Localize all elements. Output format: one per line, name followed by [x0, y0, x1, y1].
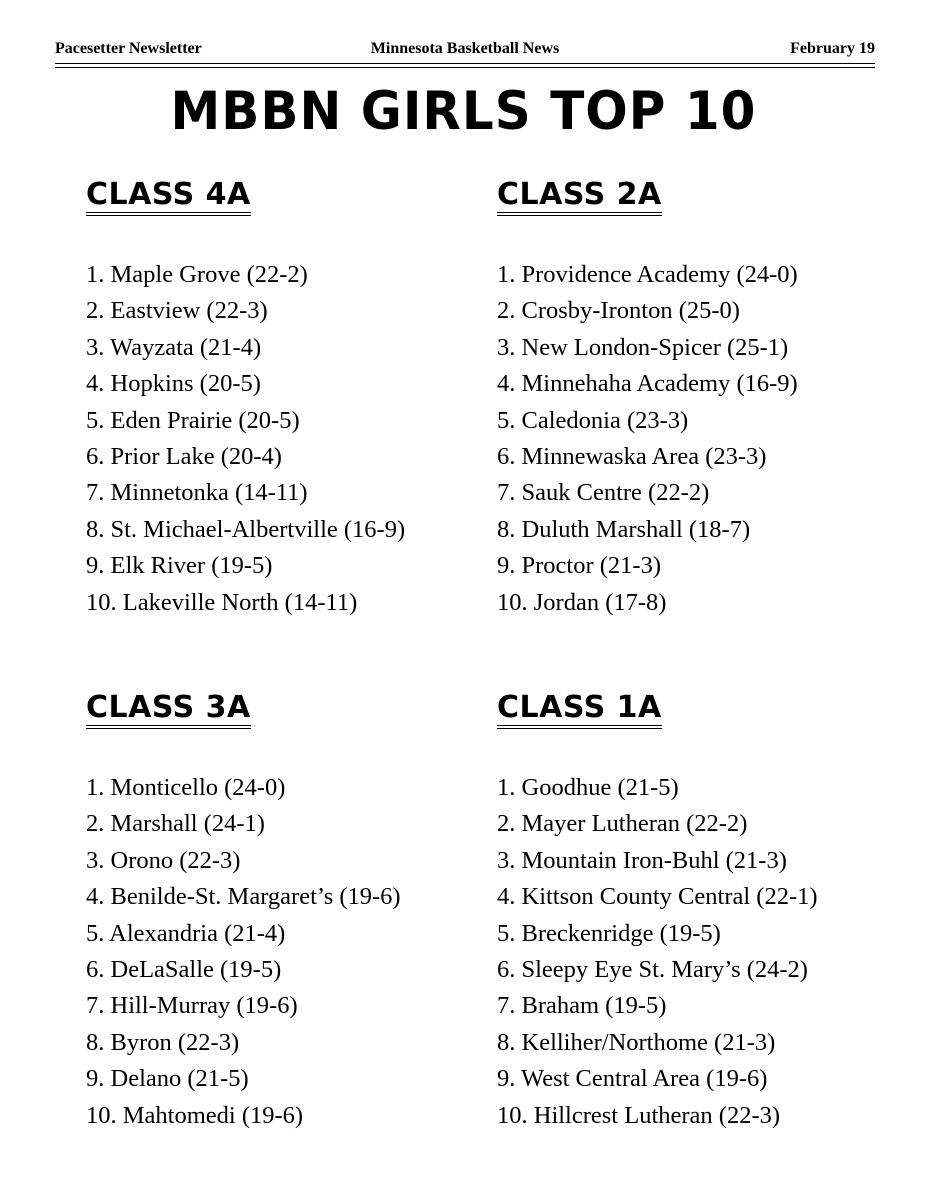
ranking-item: 1. Maple Grove (22-2)	[86, 261, 308, 288]
class-4a-rankings	[86, 257, 405, 621]
class-1a-section	[497, 690, 917, 1129]
ranking-item: 10. Jordan (17-8)	[497, 588, 667, 616]
class-2a-section	[497, 177, 917, 616]
ranking-item: 1. Goodhue (21-5)	[497, 774, 679, 801]
header-rule-top	[55, 63, 875, 64]
ranking-item: 5. Eden Prairie (20-5)	[86, 406, 300, 434]
class-4a-section	[86, 177, 506, 616]
page-title: MBBN GIRLS TOP 10	[170, 80, 757, 142]
newsletter-header	[55, 40, 875, 62]
ranking-item: 2. Eastview (22-3)	[86, 297, 268, 325]
ranking-item: 10. Lakeville North (14-11)	[86, 588, 358, 616]
ranking-item: 1. Providence Academy (24-0)	[497, 261, 798, 288]
ranking-item: 3. Orono (22-3)	[86, 846, 241, 874]
ranking-item: 4. Minnehaha Academy (16-9)	[497, 370, 798, 398]
ranking-item: 5. Alexandria (21-4)	[86, 919, 286, 947]
class-3a-rankings	[86, 770, 401, 1134]
ranking-item: 5. Breckenridge (19-5)	[497, 919, 721, 947]
ranking-item: 3. New London-Spicer (25-1)	[497, 333, 789, 361]
class-3a-section	[86, 690, 506, 1129]
ranking-item: 3. Wayzata (21-4)	[86, 333, 262, 361]
ranking-item: 6. DeLaSalle (19-5)	[86, 956, 282, 984]
ranking-item: 6. Minnewaska Area (23-3)	[497, 443, 767, 471]
ranking-item: 1. Monticello (24-0)	[86, 774, 286, 801]
ranking-item: 6. Prior Lake (20-4)	[86, 443, 282, 471]
ranking-item: 2. Marshall (24-1)	[86, 810, 265, 838]
ranking-item: 8. Duluth Marshall (18-7)	[497, 515, 751, 543]
class-2a-rankings	[497, 257, 798, 621]
class-4a-heading: CLASS 4A	[86, 177, 251, 212]
ranking-item: 7. Hill-Murray (19-6)	[86, 992, 298, 1020]
ranking-item: 9. Proctor (21-3)	[497, 552, 661, 580]
class-3a-heading: CLASS 3A	[86, 690, 251, 725]
ranking-item: 6. Sleepy Eye St. Mary’s (24-2)	[497, 956, 808, 984]
ranking-item: 4. Benilde-St. Margaret’s (19-6)	[86, 883, 401, 911]
header-rule-bottom	[55, 67, 875, 68]
ranking-item: 9. Elk River (19-5)	[86, 552, 273, 580]
class-2a-heading: CLASS 2A	[497, 177, 662, 212]
ranking-item: 7. Braham (19-5)	[497, 992, 667, 1020]
ranking-item: 8. Byron (22-3)	[86, 1028, 240, 1056]
ranking-item: 2. Crosby-Ironton (25-0)	[497, 297, 740, 325]
ranking-item: 9. Delano (21-5)	[86, 1065, 249, 1093]
ranking-item: 4. Hopkins (20-5)	[86, 370, 261, 398]
ranking-item: 7. Minnetonka (14-11)	[86, 479, 308, 507]
ranking-item: 10. Hillcrest Lutheran (22-3)	[497, 1101, 781, 1129]
ranking-item: 10. Mahtomedi (19-6)	[86, 1101, 304, 1129]
ranking-item: 7. Sauk Centre (22-2)	[497, 479, 710, 507]
newsletter-name: Pacesetter Newsletter	[55, 40, 202, 57]
ranking-item: 8. St. Michael-Albertville (16-9)	[86, 515, 406, 543]
ranking-item: 4. Kittson County Central (22-1)	[497, 883, 818, 911]
ranking-item: 5. Caledonia (23-3)	[497, 406, 689, 434]
class-1a-rankings	[497, 770, 818, 1134]
issue-date: February 19	[790, 40, 875, 57]
ranking-item: 3. Mountain Iron-Buhl (21-3)	[497, 846, 787, 874]
ranking-item: 2. Mayer Lutheran (22-2)	[497, 810, 748, 838]
ranking-item: 8. Kelliher/Northome (21-3)	[497, 1028, 776, 1056]
class-1a-heading: CLASS 1A	[497, 690, 662, 725]
ranking-item: 9. West Central Area (19-6)	[497, 1065, 768, 1093]
publication-name: Minnesota Basketball News	[370, 40, 560, 57]
